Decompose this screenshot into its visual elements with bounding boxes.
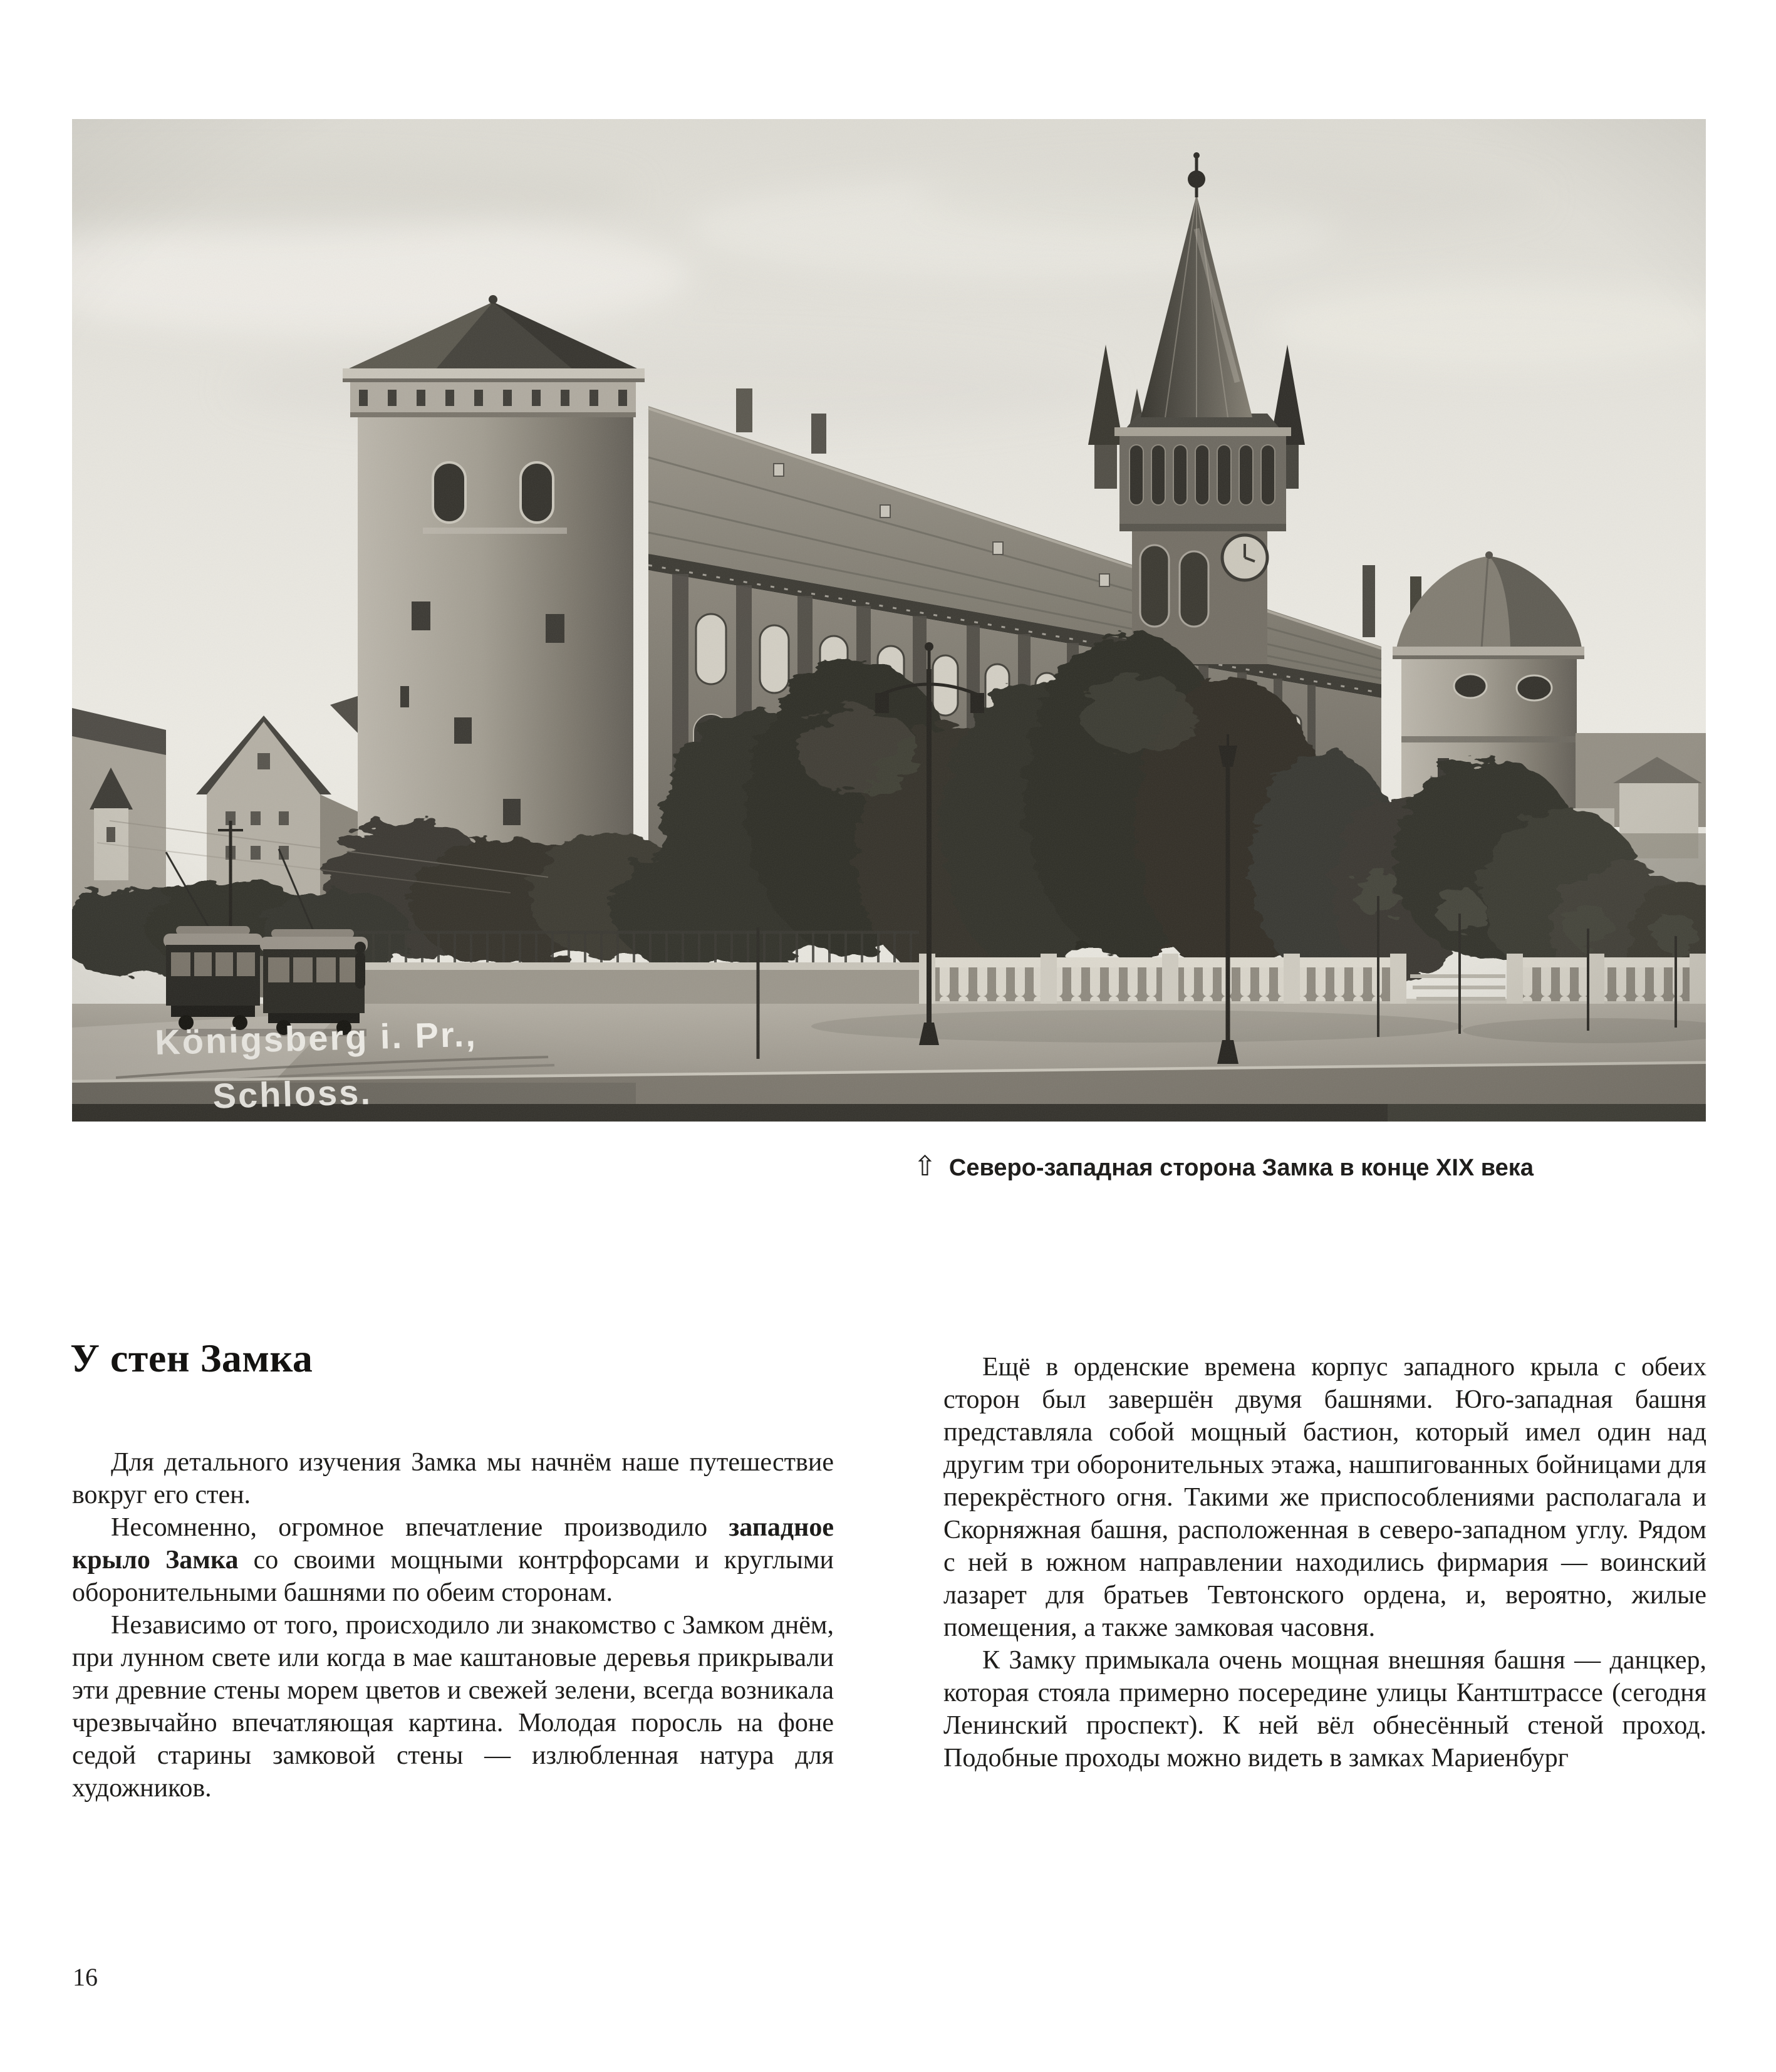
up-arrow-icon: ⇧ [913, 1151, 937, 1182]
paragraph [72, 1609, 834, 1804]
bold-phrase: западное крыло Замка [72, 1513, 834, 1575]
film-grain [72, 119, 1706, 1122]
paragraph [72, 1511, 834, 1609]
paragraph-text: Независимо от того, происходило ли знакомство с Замком днём, при лунном свете или когда в мае каштановые деревья прикрывали эти древние стены морем цветов и свежей зелени, всегда возникала чрезвычайно впечатляющая картина. Молодая поросль на фоне седой старины замковой стены — излюбленная натура для художников. [72, 1611, 834, 1803]
left-column [72, 1446, 834, 1804]
paragraph-text: Для детального изучения Замка мы начнём наше путешествие вокруг его стен. [72, 1448, 834, 1509]
paragraph-text: Ещё в орденские времена корпус западного крыла с обеих сторон был завершён двумя башнями. Юго-западная башня представляла собой мощный бастион, который имел один над другим три оборонительных этажа, нашпигованных бойницами для перекрёстного огня. Такими же приспособлениями располагала и Скорняжная башня, расположенная в северо-западном углу. Рядом с ней в южном направлении находились фирмария — воинский лазарет для братьев Тевтонского ордена, и, вероятно, жилые помещения, а также замковая часовня. [943, 1353, 1706, 1642]
page-number: 16 [73, 1963, 98, 1991]
castle-photograph [72, 119, 1706, 1122]
right-column [943, 1351, 1706, 1774]
castle-photo-art [72, 119, 1706, 1122]
section-heading: У стен Замка [70, 1336, 313, 1380]
paragraph [943, 1644, 1706, 1774]
paragraph-text: Несомненно, огромное впечатление производило [111, 1513, 729, 1542]
photo-caption [913, 1151, 1534, 1182]
paragraph-text: К Замку примыкала очень мощная внешняя башня — данцкер, которая стояла примерно посередине улицы Кантштрассе (сегодня Ленинский проспект). К ней вёл обнесённый стеной проход. Подобные проходы можно видеть в замках Мариенбург [943, 1646, 1706, 1773]
paragraph-text: со своими мощными контрфорсами и круглыми оборонительными башнями по обеим сторонам. [72, 1546, 834, 1607]
paragraph [943, 1351, 1706, 1644]
paragraph [72, 1446, 834, 1511]
photo-caption-text: Северо-западная сторона Замка в конце XIX века [948, 1154, 1534, 1181]
